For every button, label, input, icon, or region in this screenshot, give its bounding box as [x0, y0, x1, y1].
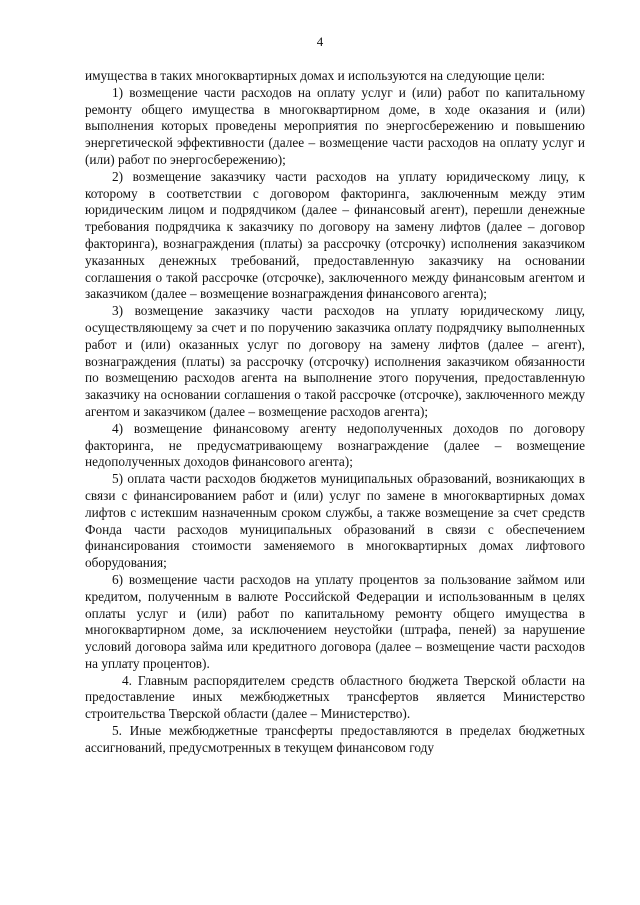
- paragraph-item-5: 5) оплата части расходов бюджетов муниципальных образований, возникающих в связи с финансированием работ и (или) услуг по замене в многоквартирных домах лифтов с истекшим назначенным сроком службы, а также возмещение за счет средств Фонда части расходов муниципальных образований в связи с обеспечением финансирования стоимости заменяемого в многоквартирных домах лифтового оборудования;: [85, 471, 585, 571]
- document-body: [85, 68, 585, 757]
- paragraph-item-4: 4) возмещение финансовому агенту недополученных доходов по договору факторинга, не предусматривающему вознаграждение (далее – возмещение недополученных доходов финансового агента);: [85, 420, 585, 470]
- paragraph-clause-4: 4. Главным распорядителем средств областного бюджета Тверской области на предоставление иных межбюджетных трансфертов является Министерство строительства Тверской области (далее – Министерство).: [85, 672, 585, 722]
- page-number: 4: [316, 34, 324, 49]
- paragraph-item-6: 6) возмещение части расходов на уплату процентов за пользование займом или кредитом, полученным в валюте Российской Федерации и использованным в целях оплаты услуг и (или) работ по капитальному ремонту общего имущества в многоквартирном доме, за исключением неустойки (штрафа, пеней) за нарушение условий договора займа или кредитного договора (далее – возмещение части расходов на уплату процентов).: [85, 571, 585, 671]
- paragraph-item-2: 2) возмещение заказчику части расходов на уплату юридическому лицу, к которому в соответствии с договором факторинга, заключенным между этим юридическим лицом и подрядчиком (далее – финансовый агент), перешли денежные требования подрядчика к заказчику по договору на замену лифтов (далее – договор факторинга), вознаграждения (платы) за рассрочку (отсрочку) исполнения заказчиком указанных денежных требований, предоставленную заказчику на основании соглашения о такой рассрочке (отсрочке), заключенного между финансовым агентом и заказчиком (далее – возмещение вознаграждения финансового агента);: [85, 168, 585, 302]
- paragraph-item-3: 3) возмещение заказчику части расходов на уплату юридическому лицу, осуществляющему за счет и по поручению заказчика оплату подрядчику выполненных работ и (или) оказанных услуг по договору на замену лифтов (далее – агент), вознаграждения (платы) за рассрочку (отсрочку) исполнения заказчиком обязанности по возмещению расходов агента на выполнение этого поручения, предоставленную заказчику на основании соглашения о такой рассрочке (отсрочке), заключенного между агентом и заказчиком (далее – возмещение расходов агента);: [85, 303, 585, 419]
- paragraph-intro: имущества в таких многоквартирных домах и используются на следующие цели:: [85, 68, 546, 83]
- paragraph-item-1: 1) возмещение части расходов на оплату услуг и (или) работ по капитальному ремонту общего имущества в многоквартирном доме, в ходе оказания и (или) выполнения которых проведены мероприятия по энергосбережению и повышению энергетической эффективности (далее – возмещение части расходов на оплату услуг и (или) работ по энергосбережению);: [85, 84, 585, 167]
- paragraph-clause-5: 5. Иные межбюджетные трансферты предоставляются в пределах бюджетных ассигнований, предусмотренных в текущем финансовом году: [85, 723, 585, 755]
